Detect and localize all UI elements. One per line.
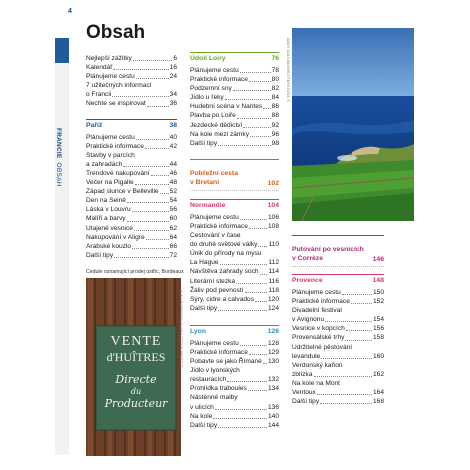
toc-entry[interactable] xyxy=(86,169,177,178)
toc-entry[interactable] xyxy=(190,286,279,295)
toc-entry-page: 88 xyxy=(271,112,279,120)
toc-leader-dots xyxy=(160,193,169,194)
toc-entry[interactable] xyxy=(86,90,177,99)
toc-entry-title: Jídlo u řeky xyxy=(190,94,224,102)
toc-leader-dots xyxy=(136,78,169,79)
toc-leader-dots xyxy=(321,358,372,359)
toc-entry-title: restauracích xyxy=(190,376,227,384)
side-label-country: FRANCIE xyxy=(55,128,62,159)
toc-entry-page: 46 xyxy=(169,169,177,177)
toc-entry-title: Plavba po Loiře xyxy=(190,112,236,120)
toc-entry[interactable] xyxy=(292,361,384,370)
toc-entry-title: Na kole mezi zámky xyxy=(190,130,249,138)
sign-line-5: Producteur xyxy=(104,397,168,410)
coastline-illustration xyxy=(292,28,414,221)
toc-entry-title: Plánujeme cestu xyxy=(292,289,341,296)
toc-entry[interactable] xyxy=(190,375,279,384)
toc-leader-dots xyxy=(114,257,169,258)
toc-entry[interactable] xyxy=(86,205,177,214)
toc-entry-page: 96 xyxy=(271,130,279,138)
toc-entry-page: 108 xyxy=(267,222,279,230)
toc-leader-dots xyxy=(123,166,168,167)
toc-entry-title: Žáliv pod pevností xyxy=(190,286,244,294)
toc-leader-dots xyxy=(258,246,267,247)
toc-entry-title: Hudební scéna v Nantes xyxy=(190,103,263,111)
toc-entry-title: Plánujeme cestu xyxy=(190,213,239,221)
toc-entry[interactable] xyxy=(86,142,177,151)
toc-entry-page: 156 xyxy=(372,325,384,333)
toc-leader-dots xyxy=(218,310,267,311)
toc-leader-dots xyxy=(225,99,271,100)
toc-leader-dots xyxy=(132,211,169,212)
toc-entry[interactable] xyxy=(190,421,279,430)
toc-entry[interactable] xyxy=(190,231,279,240)
toc-entry-page: 64 xyxy=(169,233,177,241)
section-loire[interactable] xyxy=(190,52,279,64)
toc-leader-dots xyxy=(346,330,372,331)
toc-entry-page: 132 xyxy=(267,376,279,384)
photo-credit-right: ANDY GALIVAN/SHUTTERSTOCK © xyxy=(286,38,290,102)
toc-leader-dots xyxy=(255,301,267,302)
photo-credit-left: ALEX ROBINSON/ALAMY STOCK PHOTO © xyxy=(179,290,183,368)
toc-entry[interactable] xyxy=(190,339,279,348)
toc-entry-page: 116 xyxy=(268,277,279,285)
toc-entry[interactable] xyxy=(86,178,177,187)
toc-entry-page: 164 xyxy=(372,389,384,397)
toc-entry-title: Udržitelné pěstování xyxy=(292,343,353,351)
toc-entry[interactable] xyxy=(190,348,279,357)
section-paris-title: Paříž xyxy=(86,121,103,129)
toc-leader-dots xyxy=(213,418,267,419)
toc-entry-page: 114 xyxy=(268,268,279,276)
toc-entry-page: 120 xyxy=(267,295,279,303)
toc-entry[interactable] xyxy=(190,213,279,222)
section-bretagne-title xyxy=(190,169,238,187)
toc-entry-title: Verdonský kaňon xyxy=(292,361,343,369)
toc-entry[interactable] xyxy=(292,352,384,361)
toc-entry[interactable] xyxy=(86,54,177,63)
toc-leader-dots xyxy=(127,221,169,222)
oyster-sign xyxy=(96,326,176,430)
toc-entry-page: 160 xyxy=(372,352,384,360)
toc-entry[interactable] xyxy=(190,357,279,366)
toc-leader-dots xyxy=(243,127,270,128)
toc-entry-page: 134 xyxy=(267,385,279,393)
toc-entry-title: Láska v Louvru xyxy=(86,206,131,214)
toc-leader-dots xyxy=(134,230,169,231)
toc-entry-title: La Hague xyxy=(190,259,219,267)
toc-column-1 xyxy=(86,54,177,260)
toc-entry-title: Prohlídka traboules xyxy=(190,385,247,393)
toc-entry-title: levandule xyxy=(292,352,321,360)
toc-entry-page: 110 xyxy=(268,241,279,249)
page-number: 4 xyxy=(68,8,72,15)
sign-line-3: Directe xyxy=(115,373,157,386)
toc-leader-dots xyxy=(136,139,169,140)
toc-entry[interactable] xyxy=(86,242,177,251)
toc-entry-page: 129 xyxy=(267,348,279,356)
toc-entry-page: 154 xyxy=(372,316,384,324)
toc-entry-title: Den na Seině xyxy=(86,197,126,205)
toc-leader-dots xyxy=(260,274,268,275)
section-provence-title: Provence xyxy=(292,277,323,284)
toc-entry-page: 78 xyxy=(271,67,279,74)
toc-entry[interactable] xyxy=(86,187,177,196)
toc-entry-title: a zahradách xyxy=(86,160,123,168)
toc-entry[interactable] xyxy=(190,240,279,249)
normandie-list xyxy=(190,213,279,313)
toc-entry-page: 106 xyxy=(267,213,279,221)
toc-entry-page: 150 xyxy=(372,289,384,296)
toc-entry[interactable] xyxy=(292,324,384,333)
toc-entry[interactable] xyxy=(86,151,177,160)
toc-leader-dots xyxy=(227,381,267,382)
page-title: Obsah xyxy=(86,22,146,43)
toc-entry-page: 56 xyxy=(169,206,177,214)
toc-leader-dots xyxy=(240,345,267,346)
toc-entry-title: Plánujeme cestu xyxy=(86,73,135,81)
toc-entry-title: Praktické informace xyxy=(190,348,248,356)
toc-entry[interactable] xyxy=(292,379,384,388)
toc-entry-title: Další tipy xyxy=(86,251,114,259)
toc-column-2 xyxy=(190,52,279,430)
toc-entry-page: 48 xyxy=(169,179,177,187)
toc-entry-title: Na kole na Mont xyxy=(292,379,341,387)
toc-column-3 xyxy=(292,235,384,406)
chapter-tab xyxy=(55,38,69,65)
toc-leader-dots xyxy=(233,90,271,91)
toc-leader-dots xyxy=(263,108,270,109)
toc-entry-title: Plánujeme cestu xyxy=(190,339,239,347)
toc-entry-title: Kalendář xyxy=(86,64,113,72)
oyster-sign-photo xyxy=(86,278,181,456)
toc-entry[interactable] xyxy=(190,139,279,148)
toc-entry-title: v Avignonu xyxy=(292,316,325,324)
toc-entry[interactable] xyxy=(292,297,384,306)
toc-entry-title: o Francii xyxy=(86,91,112,99)
toc-entry[interactable] xyxy=(190,84,279,93)
toc-entry-page: 124 xyxy=(267,304,279,312)
toc-entry[interactable] xyxy=(86,72,177,81)
section-bretagne-title-2: v Bretani xyxy=(190,178,220,186)
toc-entry[interactable] xyxy=(86,214,177,223)
toc-entry[interactable] xyxy=(292,288,384,297)
toc-entry-page: 52 xyxy=(169,188,177,196)
toc-entry[interactable] xyxy=(292,306,384,315)
toc-entry-title: Další tipy xyxy=(190,421,218,429)
toc-entry-page: 66 xyxy=(169,242,177,250)
toc-leader-dots xyxy=(113,69,168,70)
loire-list xyxy=(190,66,279,148)
toc-entry-page: 168 xyxy=(372,398,384,406)
toc-entry-page: 16 xyxy=(169,64,177,72)
toc-entry[interactable] xyxy=(190,366,279,375)
toc-entry-title: Provensálské trhy xyxy=(292,334,345,342)
toc-entry-page: 84 xyxy=(271,94,279,102)
toc-leader-dots xyxy=(351,303,372,304)
toc-entry[interactable] xyxy=(86,133,177,142)
toc-entry-page: 80 xyxy=(271,76,279,84)
toc-entry[interactable] xyxy=(190,393,279,402)
toc-leader-dots xyxy=(249,354,267,355)
toc-entry-title: 7 užitečných informací xyxy=(86,82,152,90)
toc-entry-title: Nechte se inspirovat xyxy=(86,100,146,108)
toc-entry-title: Literární stezka xyxy=(190,277,236,285)
toc-leader-dots xyxy=(342,294,372,295)
toc-entry-title: v ulicích xyxy=(190,403,214,411)
photo-caption: Cedule oznamující prodej ústřic, Bordeaux xyxy=(86,269,184,275)
toc-entry[interactable] xyxy=(86,251,177,260)
toc-leader-dots xyxy=(237,118,271,119)
toc-entry[interactable] xyxy=(292,333,384,342)
section-provence[interactable] xyxy=(292,274,384,286)
toc-entry-page: 128 xyxy=(267,339,279,347)
toc-entry-title: zblízka xyxy=(292,370,313,378)
toc-entry[interactable] xyxy=(86,63,177,72)
toc-entry-page: 98 xyxy=(271,139,279,147)
toc-leader-dots xyxy=(317,394,372,395)
toc-entry[interactable] xyxy=(190,222,279,231)
section-bretagne-title-1: Pobřežní cesta xyxy=(190,169,238,177)
toc-entry-title: Nástěnné malby xyxy=(190,394,238,402)
section-normandie-title: Normandie xyxy=(190,201,226,209)
toc-entry-page: 54 xyxy=(169,197,177,205)
section-correze-title-2: v Corrèze xyxy=(292,255,323,262)
toc-entry-page: 162 xyxy=(372,370,384,378)
toc-entry[interactable] xyxy=(86,160,177,169)
toc-entry[interactable] xyxy=(190,66,279,75)
toc-entry-title: do druhé světové války xyxy=(190,241,258,249)
toc-entry-page: 72 xyxy=(169,251,177,259)
toc-leader-dots xyxy=(151,175,169,176)
toc-entry[interactable] xyxy=(190,93,279,102)
section-lyon[interactable] xyxy=(190,325,279,337)
toc-entry-page: 144 xyxy=(267,421,279,429)
section-correze[interactable] xyxy=(292,235,384,267)
toc-leader-dots xyxy=(112,96,168,97)
toc-entry-title: Západ slunce v Belleville xyxy=(86,188,159,196)
toc-entry[interactable] xyxy=(190,295,279,304)
toc-entry-title: Divadelní festival xyxy=(292,307,342,315)
toc-entry-page: 44 xyxy=(169,160,177,168)
toc-entry-title: Praktické informace xyxy=(86,142,144,150)
section-loire-title: Údolí Loiry xyxy=(190,55,226,62)
toc-entry-title: Další tipy xyxy=(190,304,218,312)
toc-entry[interactable] xyxy=(292,370,384,379)
toc-leader-dots xyxy=(236,283,267,284)
sign-line-4: du xyxy=(130,387,142,396)
toc-entry[interactable] xyxy=(86,196,177,205)
toc-entry[interactable] xyxy=(190,111,279,120)
section-lyon-title: Lyon xyxy=(190,327,206,335)
toc-entry-title: Večer na Pigalle xyxy=(86,179,134,187)
toc-leader-dots xyxy=(218,145,271,146)
toc-entry-title: Jezdecké dědictví xyxy=(190,121,243,129)
toc-entry-page: 136 xyxy=(267,403,279,411)
toc-leader-dots xyxy=(145,148,169,149)
toc-entry[interactable] xyxy=(190,102,279,111)
toc-leader-dots xyxy=(135,184,169,185)
toc-entry-title: Ventoux xyxy=(292,389,316,397)
toc-entry-title: Trendové nakupování xyxy=(86,169,150,177)
toc-leader-dots xyxy=(250,136,271,137)
section-lyon-page: 126 xyxy=(267,327,279,335)
toc-leader-dots xyxy=(220,264,268,265)
toc-entry[interactable] xyxy=(190,412,279,421)
toc-entry-page: 42 xyxy=(169,142,177,150)
toc-leader-dots xyxy=(245,292,268,293)
toc-entry-title: Utajené vesnice xyxy=(86,224,133,232)
section-paris[interactable] xyxy=(86,119,177,131)
section-correze-title xyxy=(292,245,364,263)
toc-entry-title: Sýry, cidre a calvados xyxy=(190,295,255,303)
toc-entry[interactable] xyxy=(190,121,279,130)
sign-line-2: d'HUÎTRES xyxy=(106,350,166,364)
toc-entry-page: 112 xyxy=(268,259,279,267)
toc-entry-page: 62 xyxy=(169,224,177,232)
toc-leader-dots xyxy=(146,239,169,240)
section-bretagne[interactable] xyxy=(190,159,279,191)
toc-leader-dots xyxy=(240,72,271,73)
toc-entry-page: 40 xyxy=(169,133,177,141)
toc-entry[interactable] xyxy=(190,258,279,267)
lyon-list xyxy=(190,339,279,430)
toc-entry-title: Jídlo v lyonských xyxy=(190,367,240,375)
toc-entry[interactable] xyxy=(292,397,384,406)
section-correze-page: 146 xyxy=(372,256,384,263)
toc-entry-title: Pobavte se jako Římané xyxy=(190,358,262,366)
toc-entry-title: Návštěva zahrady soch xyxy=(190,268,259,276)
toc-entry-page: 130 xyxy=(267,358,279,366)
toc-entry[interactable] xyxy=(190,304,279,313)
toc-entry-page: 36 xyxy=(169,100,177,108)
section-normandie[interactable] xyxy=(190,199,279,211)
toc-entry-page: 140 xyxy=(267,412,279,420)
toc-entry-title: Stavby v parcích xyxy=(86,151,135,159)
toc-entry-page: 158 xyxy=(372,334,384,342)
toc-entry-page: 152 xyxy=(372,298,384,306)
toc-entry-page: 92 xyxy=(271,121,279,129)
toc-entry[interactable] xyxy=(86,233,177,242)
section-provence-page: 148 xyxy=(372,277,384,284)
toc-leader-dots xyxy=(249,81,271,82)
section-correze-title-1: Putování po vesnicích xyxy=(292,246,364,253)
toc-entry-title: Další tipy xyxy=(292,398,320,406)
toc-entry[interactable] xyxy=(190,277,279,286)
toc-leader-dots xyxy=(240,219,267,220)
toc-entry-page: 24 xyxy=(169,73,177,81)
toc-entry-page: 34 xyxy=(169,91,177,99)
toc-entry-title: Praktické informace xyxy=(190,76,248,84)
toc-leader-dots xyxy=(218,427,267,428)
toc-entry[interactable] xyxy=(292,315,384,324)
provence-list xyxy=(292,288,384,406)
toc-entry[interactable] xyxy=(190,75,279,84)
section-loire-page: 76 xyxy=(271,55,279,62)
toc-entry[interactable] xyxy=(292,388,384,397)
toc-leader-dots xyxy=(325,321,372,322)
toc-leader-dots xyxy=(132,248,169,249)
toc-entry-title: Další tipy xyxy=(190,139,218,147)
toc-entry-page: 118 xyxy=(268,286,279,294)
toc-leader-dots xyxy=(127,202,169,203)
toc-entry-title: Arabské kouzlo xyxy=(86,242,132,250)
toc-entry-title: Plánujeme cestu xyxy=(86,133,135,141)
toc-entry[interactable] xyxy=(86,99,177,108)
toc-entry-title: Vesnice v kopcích xyxy=(292,325,345,333)
side-strip xyxy=(55,63,69,455)
toc-leader-dots xyxy=(249,228,267,229)
toc-leader-dots xyxy=(314,376,372,377)
toc-leader-dots xyxy=(215,409,267,410)
toc-entry-title: Podzemní sny xyxy=(190,85,232,93)
section-paris-page: 38 xyxy=(169,121,177,129)
toc-entry[interactable] xyxy=(190,403,279,412)
sign-line-1: VENTE xyxy=(110,334,162,349)
toc-leader-dots xyxy=(345,340,372,341)
toc-entry-title: Cestování v čase xyxy=(190,232,241,240)
section-bretagne-page: 102 xyxy=(267,179,279,187)
toc-leader-dots xyxy=(248,390,267,391)
toc-entry[interactable] xyxy=(190,384,279,393)
toc-entry-title: Plánujeme cestu xyxy=(190,67,239,74)
toc-entry[interactable] xyxy=(190,130,279,139)
toc-entry-title: Nakupování v Aligre xyxy=(86,233,145,241)
coastline-photo xyxy=(292,28,414,221)
section-normandie-page: 104 xyxy=(267,201,279,209)
toc-entry[interactable] xyxy=(292,343,384,352)
toc-entry-title: Nejlepší zážitky xyxy=(86,55,132,62)
toc-entry-page: 82 xyxy=(271,85,279,93)
toc-entry-title: Únik do přírody na mysu xyxy=(190,250,262,258)
toc-entry-title: Na kole xyxy=(190,412,213,420)
toc-entry[interactable] xyxy=(190,267,279,276)
toc-leader-dots xyxy=(320,403,372,404)
side-label xyxy=(55,128,62,187)
toc-entry-title: Praktické informace xyxy=(190,222,248,230)
side-label-section: OBSAH xyxy=(55,162,62,187)
toc-entry-page: 6 xyxy=(173,55,177,62)
paris-list xyxy=(86,133,177,260)
toc-entry-page: 60 xyxy=(169,215,177,223)
toc-entry-title: Malíři a barvy xyxy=(86,215,126,223)
toc-leader-dots xyxy=(133,60,173,61)
intro-list xyxy=(86,54,177,109)
toc-leader-dots xyxy=(147,106,169,107)
toc-entry[interactable] xyxy=(86,81,177,90)
toc-entry[interactable] xyxy=(190,249,279,258)
toc-entry[interactable] xyxy=(86,224,177,233)
toc-entry-page: 86 xyxy=(271,103,279,111)
toc-leader-dots xyxy=(263,363,267,364)
toc-entry-title: Praktické informace xyxy=(292,298,350,306)
